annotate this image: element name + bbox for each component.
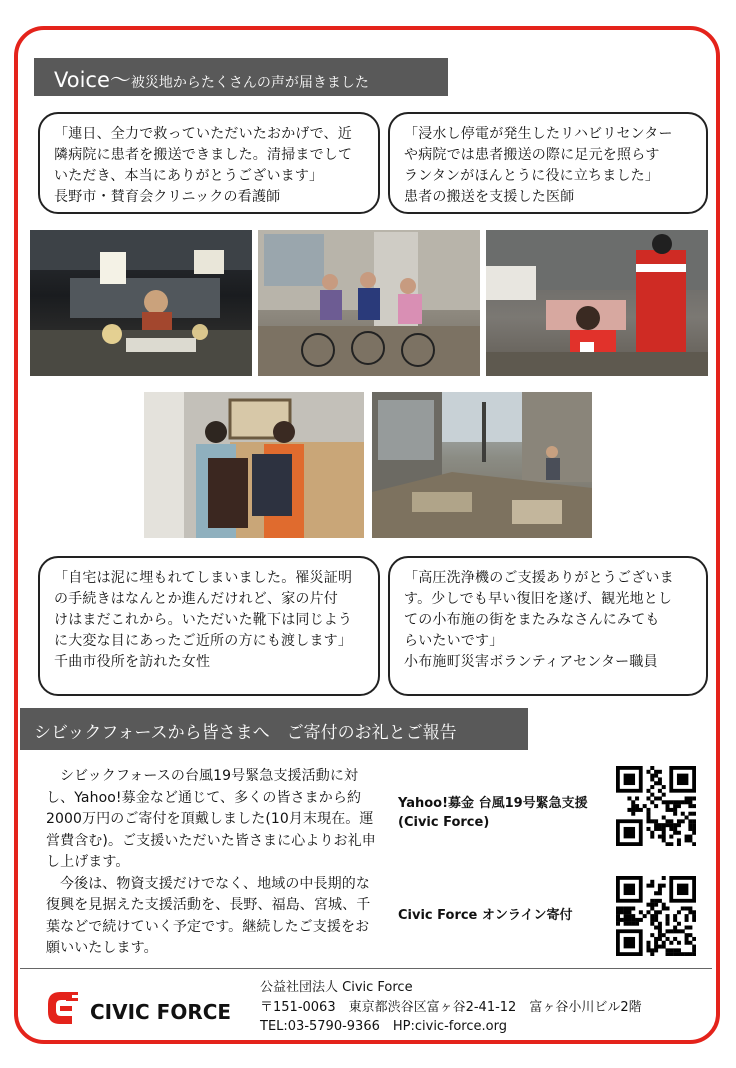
report-body — [46, 766, 382, 960]
voice-quote: 「高圧洗浄機のご支援ありがとうございま す。少しでも早い復旧を遂げ、観光地とし ての小布施の街をまたみなさんにみても らいたいです」 — [404, 570, 674, 649]
report-paragraph: 今後は、物資支援だけでなく、地域の中長期的な復興を見据えた支援活動を、長野、福島、宮城、千葉などで続けていく予定です。継続したご支援をお願いいたします。 — [46, 875, 371, 956]
photo-patient-transport — [486, 230, 708, 376]
report-paragraph: シビックフォースの台風19号緊急支援活動に対し、Yahoo!募金など通じて、多くの皆さまから約2000万円のご寄付を頂戴しました(10月末現在。運営費含む)。ご支援いただいた皆さまに心よりお礼申し上げます。 — [46, 768, 376, 870]
logo-text: CIVIC FORCE — [90, 1000, 232, 1024]
donation-label: Yahoo!募金 台風19号緊急支援 — [398, 796, 588, 811]
footer-contact-line: TEL:03-5790-9366 HP:civic-force.org — [260, 1019, 507, 1034]
photo-lantern-reception — [30, 230, 252, 376]
voice-quote: 「連日、全力で救っていただいたおかげで、近 隣病院に患者を搬送できました。清掃までして いただき、本当にありがとうございます」 — [54, 126, 353, 184]
voice-bubble-volunteer-center — [388, 556, 708, 696]
footer-contact — [260, 978, 642, 1037]
yahoo-donation-link[interactable] — [398, 794, 608, 832]
thanks-section-header: シビックフォースから皆さまへ ご寄付のお礼とご報告 — [20, 708, 528, 750]
voice-speaker: 長野市・賛育会クリニックの看護師 — [54, 189, 281, 205]
footer-divider — [20, 968, 712, 969]
voice-quote: 「自宅は泥に埋もれてしまいました。罹災証明 の手続きはなんとか進んだけれど、家の片付 けはまだこれから。いただいた靴下は同じよう に大変な目にあったご近所の方にも渡します」 — [54, 570, 353, 649]
voice-bubble-nurse — [38, 112, 380, 214]
photo-mud-debris — [372, 392, 592, 538]
civic-force-logo-icon — [42, 988, 248, 1028]
voice-bubble-doctor — [388, 112, 708, 214]
yahoo-qr-code-icon[interactable] — [616, 766, 696, 846]
voice-speaker: 小布施町災害ボランティアセンター職員 — [404, 654, 658, 670]
voice-bubble-woman — [38, 556, 380, 696]
voice-speaker: 千曲市役所を訪れた女性 — [54, 654, 211, 670]
donation-label-sub: (Civic Force) — [398, 815, 490, 830]
online-donation-link[interactable] — [398, 906, 608, 925]
voice-section-header — [34, 58, 448, 96]
civic-force-logo — [42, 988, 248, 1028]
online-donation-qr-code-icon[interactable] — [616, 876, 696, 956]
footer-org: 公益社団法人 Civic Force — [260, 980, 413, 995]
voice-subtitle: 被災地からたくさんの声が届きました — [130, 75, 369, 91]
photo-donated-clothes — [144, 392, 364, 538]
voice-title: Voice〜 — [54, 68, 131, 92]
footer-address: 〒151-0063 東京都渋谷区富ヶ谷2-41-12 富ヶ谷小川ビル2階 — [260, 999, 642, 1015]
voice-quote: 「浸水し停電が発生したリハビリセンター や病院では患者搬送の際に足元を照らす ランタンがほんとうに役に立ちました」 — [404, 126, 673, 184]
voice-speaker: 患者の搬送を支援した医師 — [404, 189, 575, 205]
photo-wheelchairs — [258, 230, 480, 376]
donation-label: Civic Force オンライン寄付 — [398, 908, 573, 923]
